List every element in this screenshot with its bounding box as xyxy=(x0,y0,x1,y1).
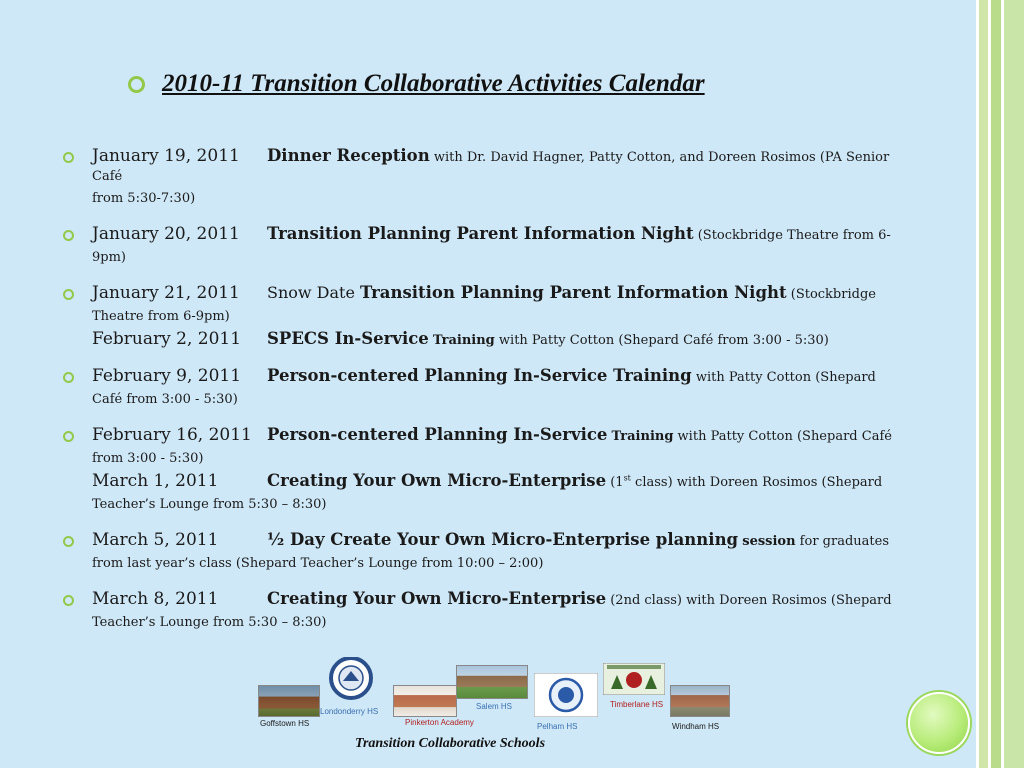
right-border-stripes xyxy=(976,0,1024,768)
seal-icon xyxy=(324,657,382,703)
entry-line xyxy=(92,224,923,245)
list-item xyxy=(63,425,923,514)
event-name-small: Training xyxy=(611,429,674,444)
hollow-circle-bullet-icon xyxy=(63,152,74,163)
hollow-circle-bullet-icon xyxy=(63,230,74,241)
entry-date: February 9, 2011 xyxy=(92,366,242,386)
school-label: Londonderry HS xyxy=(320,707,379,716)
entry-line xyxy=(92,530,923,551)
hollow-circle-bullet-icon xyxy=(128,76,145,93)
entry-date: January 21, 2011 xyxy=(92,283,240,303)
list-item xyxy=(63,530,923,573)
list-item xyxy=(63,146,923,208)
entry-date: March 5, 2011 xyxy=(92,530,219,550)
hollow-circle-bullet-icon xyxy=(63,536,74,547)
stripe xyxy=(979,0,988,768)
event-name: Person-centered Planning In-Service Training xyxy=(267,366,692,385)
hollow-circle-bullet-icon xyxy=(63,289,74,300)
entry-date: March 1, 2011 xyxy=(92,471,219,491)
hollow-circle-bullet-icon xyxy=(63,431,74,442)
stripe xyxy=(1004,0,1024,768)
school-photo xyxy=(393,685,457,717)
crest-icon xyxy=(603,663,665,695)
school-label: Goffstown HS xyxy=(260,719,310,728)
school-label: Pelham HS xyxy=(537,722,578,731)
school-label: Salem HS xyxy=(476,702,513,711)
event-name: Dinner Reception xyxy=(267,146,430,165)
event-name: Creating Your Own Micro-Enterprise xyxy=(267,471,607,490)
entry-date: February 2, 2011 xyxy=(92,329,242,349)
event-detail: class) with Doreen Rosimos (Shepard xyxy=(630,475,883,490)
entry-line xyxy=(92,146,923,186)
list-item xyxy=(63,589,923,632)
entry-detail-continued: Theatre from 6-9pm) xyxy=(92,309,230,324)
ordinal-suffix: st xyxy=(623,473,631,483)
slide-title xyxy=(128,70,888,98)
emblem-icon xyxy=(534,673,598,717)
stripe xyxy=(991,0,1001,768)
entry-date: January 19, 2011 xyxy=(92,146,240,166)
list-item xyxy=(63,224,923,267)
school-photo xyxy=(670,685,730,717)
event-detail: (Stockbridge xyxy=(786,287,876,302)
entry-line xyxy=(92,589,923,610)
entry-date: February 16, 2011 xyxy=(92,425,252,445)
green-circle-button-icon[interactable] xyxy=(908,692,970,754)
event-detail: for graduates xyxy=(795,534,889,549)
event-name: Transition Planning Parent Information Night xyxy=(360,283,787,302)
entry-detail-continued: from 5:30-7:30) xyxy=(92,191,196,206)
entry-line xyxy=(92,471,923,492)
event-prefix: Snow Date xyxy=(267,283,361,302)
entry-date: March 8, 2011 xyxy=(92,589,219,609)
entry-detail-continued: Café from 3:00 - 5:30) xyxy=(92,392,238,407)
event-name: Creating Your Own Micro-Enterprise xyxy=(267,589,607,608)
entry-line xyxy=(92,425,923,446)
event-name: Person-centered Planning In-Service xyxy=(267,425,608,444)
hollow-circle-bullet-icon xyxy=(63,372,74,383)
event-name: ½ Day Create Your Own Micro-Enterprise planning xyxy=(267,530,739,549)
event-detail: with Patty Cotton (Shepard xyxy=(691,370,876,385)
school-label: Windham HS xyxy=(672,722,720,731)
event-detail: (1 xyxy=(606,475,624,490)
event-detail: with Dr. David Hagner, Patty Cotton, and Doreen Rosimos (PA Senior Café xyxy=(92,150,890,184)
event-detail: with Patty Cotton (Shepard Café xyxy=(673,429,892,444)
entry-detail-continued: Teacher’s Lounge from 5:30 – 8:30) xyxy=(92,497,327,512)
event-name-small: Training xyxy=(432,333,495,348)
entry-date: January 20, 2011 xyxy=(92,224,240,244)
school-photo xyxy=(456,665,528,699)
event-detail: (2nd class) with Doreen Rosimos (Shepard xyxy=(606,593,892,608)
school-label: Pinkerton Academy xyxy=(405,718,474,727)
title-text: 2010-11 Transition Collaborative Activities Calendar xyxy=(162,70,705,97)
entry-detail-continued: 9pm) xyxy=(92,250,126,265)
entry-line xyxy=(92,329,923,350)
event-detail: with Patty Cotton (Shepard Café from 3:00 - 5:30) xyxy=(494,333,829,348)
entry-detail-continued: Teacher’s Lounge from 5:30 – 8:30) xyxy=(92,615,327,630)
entry-line xyxy=(92,283,923,304)
logos-caption: Transition Collaborative Schools xyxy=(354,736,546,751)
school-label: Timberlane HS xyxy=(610,700,664,709)
entry-detail-continued: from 3:00 - 5:30) xyxy=(92,451,204,466)
event-name: Transition Planning Parent Information Night xyxy=(267,224,694,243)
school-photo xyxy=(258,685,320,717)
hollow-circle-bullet-icon xyxy=(63,595,74,606)
list-item xyxy=(63,366,923,409)
entry-line xyxy=(92,366,923,387)
list-item xyxy=(63,283,923,350)
event-name: SPECS In-Service xyxy=(267,329,429,348)
event-name-small: session xyxy=(742,534,796,549)
event-detail: (Stockbridge Theatre from 6- xyxy=(693,228,891,243)
entry-detail-continued: from last year’s class (Shepard Teacher’s Lounge from 10:00 – 2:00) xyxy=(92,556,544,571)
calendar-list xyxy=(63,146,923,648)
